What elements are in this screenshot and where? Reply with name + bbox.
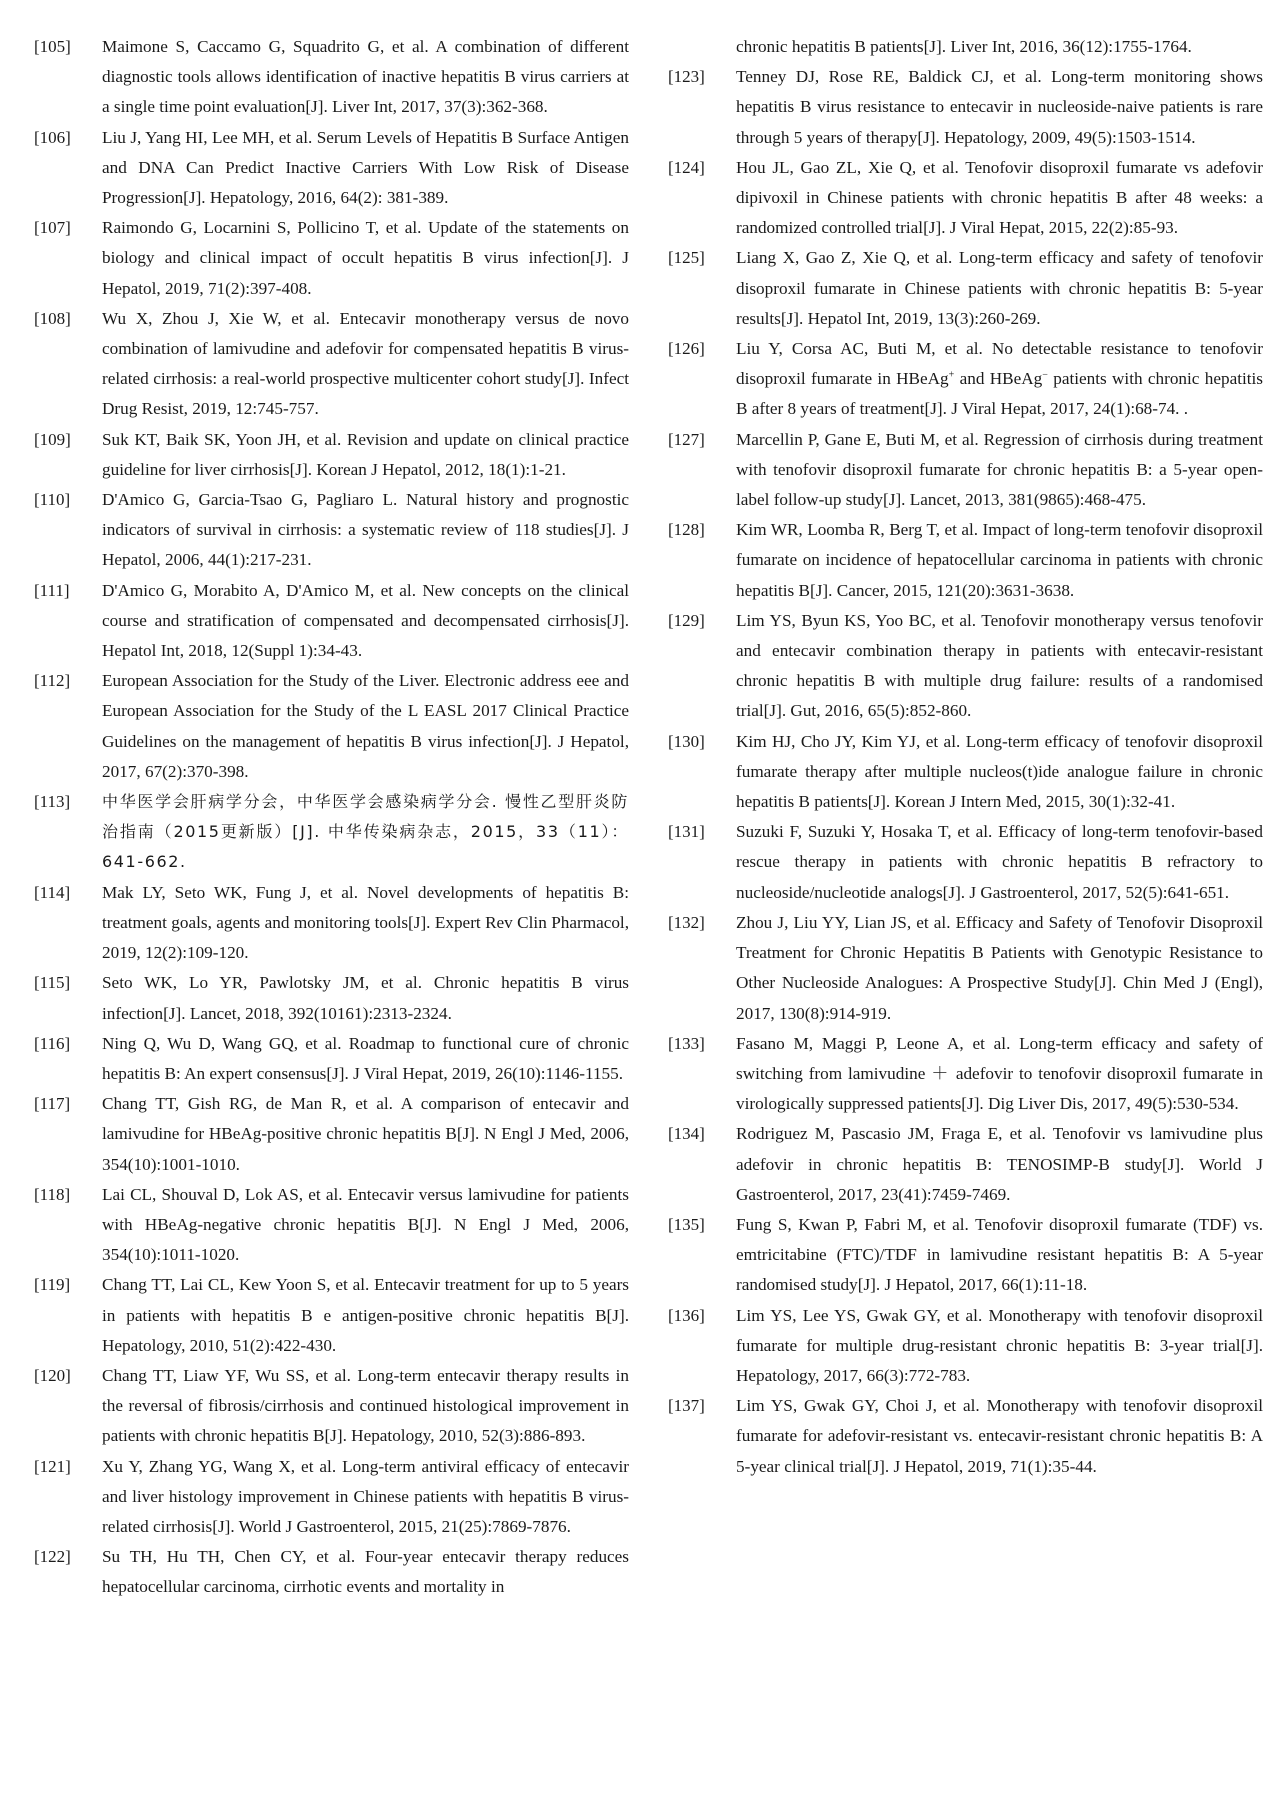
reference-number: [136] [668, 1305, 705, 1325]
reference-column-right [668, 32, 1263, 1482]
reference-text: D'Amico G, Morabito A, D'Amico M, et al. New concepts on the clinical course and stratification of compensated and decompensated cirrhosis[J]. Hepatol Int, 2018, 12(Suppl 1):34-43. [102, 580, 629, 661]
reference-item [668, 515, 1263, 606]
reference-text: Liang X, Gao Z, Xie Q, et al. Long-term efficacy and safety of tenofovir disoproxil fumarate in Chinese patients with chronic hepatitis B: 5-year results[J]. Hepatol Int, 2019, 13(3):260-269. [736, 248, 1263, 328]
reference-text: Suk KT, Baik SK, Yoon JH, et al. Revision and update on clinical practice guideline for liver cirrhosis[J]. Korean J Hepatol, 2012, 18(1):1-21. [102, 429, 629, 479]
reference-text: Maimone S, Caccamo G, Squadrito G, et al. A combination of different diagnostic tools allows identification of inactive hepatitis B virus carriers at a single time point evaluation[J]. Liver Int, 2017, 37(3):362-368. [102, 37, 629, 117]
reference-number: [131] [668, 822, 705, 842]
reference-text: Chang TT, Gish RG, de Man R, et al. A comparison of entecavir and lamivudine for HBeAg-positive chronic hepatitis B[J]. N Engl J Med, 2006, 354(10):1001-1010. [102, 1094, 629, 1174]
reference-number: [125] [668, 248, 705, 268]
reference-column-left [34, 32, 629, 1603]
reference-number: [117] [34, 1094, 71, 1114]
reference-item [34, 576, 629, 667]
reference-item [668, 1029, 1263, 1120]
reference-text: Seto WK, Lo YR, Pawlotsky JM, et al. Chronic hepatitis B virus infection[J]. Lancet, 2018, 392(10161):2313-2324. [102, 973, 629, 1023]
reference-item [668, 334, 1263, 425]
reference-item [34, 1542, 629, 1602]
reference-text: Mak LY, Seto WK, Fung J, et al. Novel developments of hepatitis B: treatment goals, agents and monitoring tools[J]. Expert Rev Clin Pharmacol, 2019, 12(2):109-120. [102, 882, 629, 963]
reference-item [668, 1301, 1263, 1392]
reference-text: Chang TT, Lai CL, Kew Yoon S, et al. Entecavir treatment for up to 5 years in patients with hepatitis B e antigen-positive chronic hepatitis B[J]. Hepatology, 2010, 51(2):422-430. [102, 1275, 629, 1355]
reference-number: [133] [668, 1033, 705, 1053]
reference-text: Marcellin P, Gane E, Buti M, et al. Regression of cirrhosis during treatment with tenofovir disoproxil fumarate for chronic hepatitis B: a 5-year open-label follow-up study[J]. Lancet, 2013, 381(9865):468-475. [736, 429, 1263, 510]
reference-number: [119] [34, 1275, 71, 1295]
reference-item [668, 817, 1263, 908]
reference-number: [109] [34, 429, 71, 449]
reference-text-part: and HBeAg [954, 369, 1043, 389]
reference-text: Ning Q, Wu D, Wang GQ, et al. Roadmap to functional cure of chronic hepatitis B: An expert consensus[J]. J Viral Hepat, 2019, 26(10):1146-1155. [102, 1033, 629, 1083]
reference-item [34, 878, 629, 969]
reference-text [736, 334, 1263, 425]
reference-number: [110] [34, 490, 71, 510]
reference-number: [121] [34, 1456, 71, 1476]
reference-text: Fung S, Kwan P, Fabri M, et al. Tenofovir disoproxil fumarate (TDF) vs. emtricitabine (FTC)/TDF in lamivudine resistant hepatitis B: A 5-year randomised study[J]. J Hepatol, 2017, 66(1):11-18. [736, 1214, 1263, 1295]
reference-text-part: patients with chronic hepatitis B after 8 years of treatment[J]. J Viral Hepat, 2017, 24(1):68-74. . [736, 369, 1263, 419]
reference-text: Zhou J, Liu YY, Lian JS, et al. Efficacy and Safety of Tenofovir Disoproxil Treatment for Chronic Hepatitis B Patients with Genotypic Resistance to Other Nucleoside Analogues: A Prospective Study[J]. Chin Med J (Engl), 2017, 130(8):914-919. [736, 912, 1263, 1023]
reference-text: Lai CL, Shouval D, Lok AS, et al. Entecavir versus lamivudine for patients with HBeAg-negative chronic hepatitis B[J]. N Engl J Med, 2006, 354(10):1011-1020. [102, 1184, 629, 1265]
superscript-minus: − [1042, 369, 1048, 381]
reference-text: D'Amico G, Garcia-Tsao G, Pagliaro L. Natural history and prognostic indicators of survival in cirrhosis: a systematic review of 118 studies[J]. J Hepatol, 2006, 44(1):217-231. [102, 490, 629, 570]
reference-number: [123] [668, 67, 705, 87]
reference-item [668, 727, 1263, 818]
reference-number: [124] [668, 157, 705, 177]
reference-text: 中华医学会肝病学分会，中华医学会感染病学分会. 慢性乙型肝炎防治指南（2015更新版）[J]. 中华传染病杂志，2015，33（11）：641-662. [102, 792, 629, 872]
reference-number: [113] [34, 792, 71, 812]
reference-text: Hou JL, Gao ZL, Xie Q, et al. Tenofovir disoproxil fumarate vs adefovir dipivoxil in Chinese patients with chronic hepatitis B after 48 weeks: a randomized controlled trial[J]. J Viral Hepat, 2015, 22(2):85-93. [736, 157, 1263, 238]
reference-text: Chang TT, Liaw YF, Wu SS, et al. Long-term entecavir therapy results in the reversal of fibrosis/cirrhosis and continued histological improvement in patients with chronic hepatitis B[J]. Hepatology, 2010, 52(3):886-893. [102, 1365, 629, 1446]
reference-text: Tenney DJ, Rose RE, Baldick CJ, et al. Long-term monitoring shows hepatitis B virus resistance to entecavir in nucleoside-naive patients is rare through 5 years of therapy[J]. Hepatology, 2009, 49(5):1503-1514. [736, 67, 1263, 147]
reference-number: [132] [668, 912, 705, 932]
reference-continuation: chronic hepatitis B patients[J]. Liver Int, 2016, 36(12):1755-1764. [736, 37, 1192, 56]
reference-text-part: Liu Y, Corsa AC, Buti M, et al. No detectable resistance to tenofovir disoproxil fumarate in HBeAg [736, 339, 1263, 389]
reference-item [668, 1391, 1263, 1482]
superscript-plus: + [948, 369, 955, 381]
reference-number: [106] [34, 127, 71, 147]
reference-text: Wu X, Zhou J, Xie W, et al. Entecavir monotherapy versus de novo combination of lamivudine and adefovir for compensated hepatitis B virus-related cirrhosis: a real-world prospective multicenter cohort study[J]. Infect Drug Resist, 2019, 12:745-757. [102, 308, 629, 419]
reference-text: Lim YS, Lee YS, Gwak GY, et al. Monotherapy with tenofovir disoproxil fumarate for multiple drug-resistant chronic hepatitis B: 3-year trial[J]. Hepatology, 2017, 66(3):772-783. [736, 1305, 1263, 1385]
reference-item [34, 1452, 629, 1543]
reference-number: [135] [668, 1214, 705, 1234]
reference-text: Su TH, Hu TH, Chen CY, et al. Four-year entecavir therapy reduces hepatocellular carcinoma, cirrhotic events and mortality in [102, 1547, 629, 1597]
reference-item [34, 32, 629, 123]
reference-item [34, 1029, 629, 1089]
reference-item [668, 908, 1263, 1029]
reference-number: [107] [34, 218, 71, 238]
reference-number: [108] [34, 308, 71, 328]
reference-text: Liu J, Yang HI, Lee MH, et al. Serum Levels of Hepatitis B Surface Antigen and DNA Can Predict Inactive Carriers With Low Risk of Disease Progression[J]. Hepatology, 2016, 64(2): 381-389. [102, 127, 629, 208]
reference-number: [105] [34, 37, 71, 56]
reference-number: [129] [668, 610, 705, 630]
reference-number: [130] [668, 731, 705, 751]
reference-number: [122] [34, 1547, 71, 1567]
reference-number: [112] [34, 671, 71, 691]
reference-item [668, 1210, 1263, 1301]
reference-item [34, 1180, 629, 1271]
reference-number: [114] [34, 882, 71, 902]
reference-item [668, 153, 1263, 244]
reference-item [668, 243, 1263, 334]
reference-item [34, 1089, 629, 1180]
reference-item [34, 1361, 629, 1452]
reference-text: Suzuki F, Suzuki Y, Hosaka T, et al. Efficacy of long-term tenofovir-based rescue therapy in patients with chronic hepatitis B refractory to nucleoside/nucleotide analogs[J]. J Gastroenterol, 2017, 52(5):641-651. [736, 822, 1263, 902]
reference-text: Rodriguez M, Pascasio JM, Fraga E, et al. Tenofovir vs lamivudine plus adefovir in chronic hepatitis B: TENOSIMP-B study[J]. World J Gastroenterol, 2017, 23(41):7459-7469. [736, 1124, 1263, 1204]
reference-item [668, 606, 1263, 727]
reference-item [34, 1270, 629, 1361]
reference-item [34, 787, 629, 878]
reference-number: [134] [668, 1124, 705, 1144]
reference-item [34, 213, 629, 304]
reference-number: [126] [668, 339, 705, 359]
reference-item [34, 425, 629, 485]
reference-number: [115] [34, 973, 71, 993]
reference-text: Kim HJ, Cho JY, Kim YJ, et al. Long-term efficacy of tenofovir disoproxil fumarate therapy after multiple nucleos(t)ide analogue failure in chronic hepatitis B patients[J]. Korean J Intern Med, 2015, 30(1):32-41. [736, 731, 1263, 812]
reference-text: Lim YS, Gwak GY, Choi J, et al. Monotherapy with tenofovir disoproxil fumarate for adefovir-resistant vs. entecavir-resistant chronic hepatitis B: A 5-year clinical trial[J]. J Hepatol, 2019, 71(1):35-44. [736, 1396, 1263, 1476]
reference-number: [120] [34, 1365, 71, 1385]
reference-text: Raimondo G, Locarnini S, Pollicino T, et al. Update of the statements on biology and clinical impact of occult hepatitis B virus infection[J]. J Hepatol, 2019, 71(2):397-408. [102, 218, 629, 298]
reference-item [668, 425, 1263, 516]
reference-number: [128] [668, 520, 705, 540]
reference-item [34, 485, 629, 576]
reference-text: Lim YS, Byun KS, Yoo BC, et al. Tenofovir monotherapy versus tenofovir and entecavir combination therapy in patients with entecavir-resistant chronic hepatitis B with multiple drug failure: results of a randomised trial[J]. Gut, 2016, 65(5):852-860. [736, 610, 1263, 721]
reference-item [34, 304, 629, 425]
reference-item [34, 666, 629, 787]
reference-item [34, 123, 629, 214]
reference-item [668, 1119, 1263, 1210]
reference-text: European Association for the Study of the Liver. Electronic address eee and European Association for the Study of the L EASL 2017 Clinical Practice Guidelines on the management of hepatitis B virus infection[J]. J Hepatol, 2017, 67(2):370-398. [102, 671, 629, 781]
reference-number: [127] [668, 429, 705, 449]
reference-number: [116] [34, 1033, 71, 1053]
reference-item [668, 62, 1263, 153]
reference-text: Xu Y, Zhang YG, Wang X, et al. Long-term antiviral efficacy of entecavir and liver histology improvement in Chinese patients with hepatitis B virus-related cirrhosis[J]. World J Gastroenterol, 2015, 21(25):7869-7876. [102, 1456, 629, 1536]
reference-text: Fasano M, Maggi P, Leone A, et al. Long-term efficacy and safety of switching from lamivudine ＋ adefovir to tenofovir disoproxil fumarate in virologically suppressed patients[J]. Dig Liver Dis, 2017, 49(5):530-534. [736, 1033, 1263, 1114]
reference-item [34, 968, 629, 1028]
reference-number: [137] [668, 1396, 705, 1416]
reference-text: Kim WR, Loomba R, Berg T, et al. Impact of long-term tenofovir disoproxil fumarate on incidence of hepatocellular carcinoma in patients with chronic hepatitis B[J]. Cancer, 2015, 121(20):3631-3638. [736, 520, 1263, 600]
reference-number: [118] [34, 1184, 71, 1204]
reference-number: [111] [34, 580, 70, 600]
